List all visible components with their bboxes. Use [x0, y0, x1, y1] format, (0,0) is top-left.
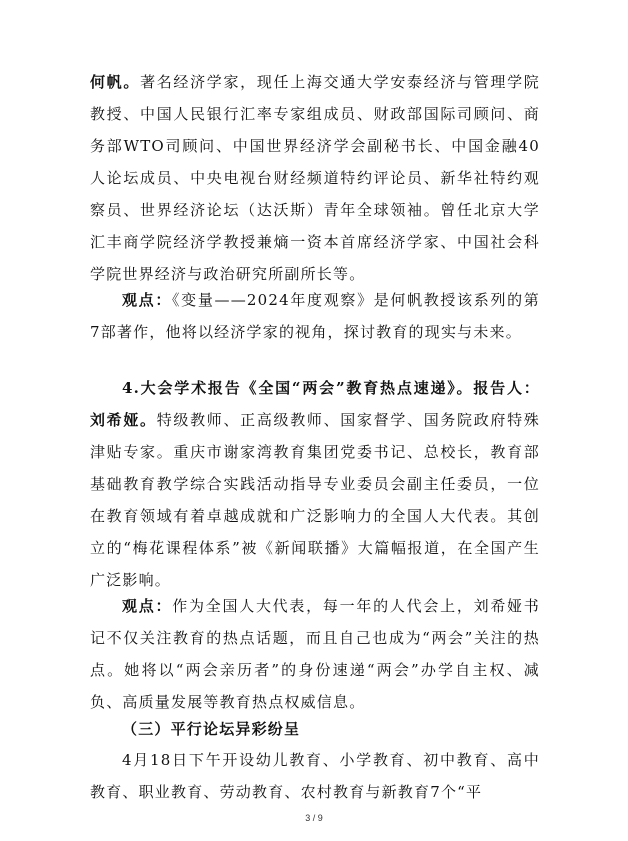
paragraph-body: 《变量——2024年度观察》是何帆教授该系列的第7部著作，他将以经济学家的视角，探讨教育的现实与未来。: [90, 291, 540, 341]
page-number: 3 / 9: [305, 813, 323, 823]
paragraph-he-fan-bio: [90, 66, 540, 290]
paragraph-liu-xiya-report: [90, 372, 540, 596]
paragraph-body: 作为全国人大代表，每一年的人代会上，刘希娅书记不仅关注教育的热点话题，而且自己也成为“两会”关注的热点。她将以“两会亲历者”的身份速递“两会”办学自主权、减负、高质量发展等教育热点权威信息。: [90, 597, 540, 711]
section-heading: （三）平行论坛异彩纷呈: [122, 720, 301, 738]
paragraph-body: 4月18日下午开设幼儿教育、小学教育、初中教育、高中教育、职业教育、劳动教育、农村教育与新教育7个“平: [90, 751, 540, 801]
paragraph-parallel-forums: [90, 744, 540, 808]
paragraph-lead: 何帆。: [90, 73, 141, 91]
paragraph-lead: 观点：: [122, 291, 173, 309]
paragraph-body: 著名经济学家，现任上海交通大学安泰经济与管理学院教授、中国人民银行汇率专家组成员、财政部国际司顾问、商务部WTO司顾问、中国世界经济学会副秘书长、中国金融40人论坛成员、中央电视台财经频道特约评论员、新华社特约观察员、世界经济论坛（达沃斯）青年全球领袖。曾任北京大学汇丰商学院经济学教授兼熵一资本首席经济学家、中国社会科学院世界经济与政治研究所副所长等。: [90, 73, 540, 283]
paragraph-he-fan-viewpoint: [90, 284, 540, 348]
paragraph-lead: 观点：: [122, 597, 173, 615]
paragraph-liu-xiya-viewpoint: [90, 590, 540, 718]
paragraph-lead: 4.大会学术报告《全国“两会”教育热点速递》。报告人：刘希娅。: [90, 379, 540, 429]
paragraph-body: 特级教师、正高级教师、国家督学、国务院政府特殊津贴专家。重庆市谢家湾教育集团党委书记、总校长，教育部基础教育教学综合实践活动指导专业委员会副主任委员，一位在教育领域有着卓越成就和广泛影响力的全国人大代表。其创立的“梅花课程体系”被《新闻联播》大篇幅报道，在全国产生广泛影响。: [90, 411, 540, 589]
